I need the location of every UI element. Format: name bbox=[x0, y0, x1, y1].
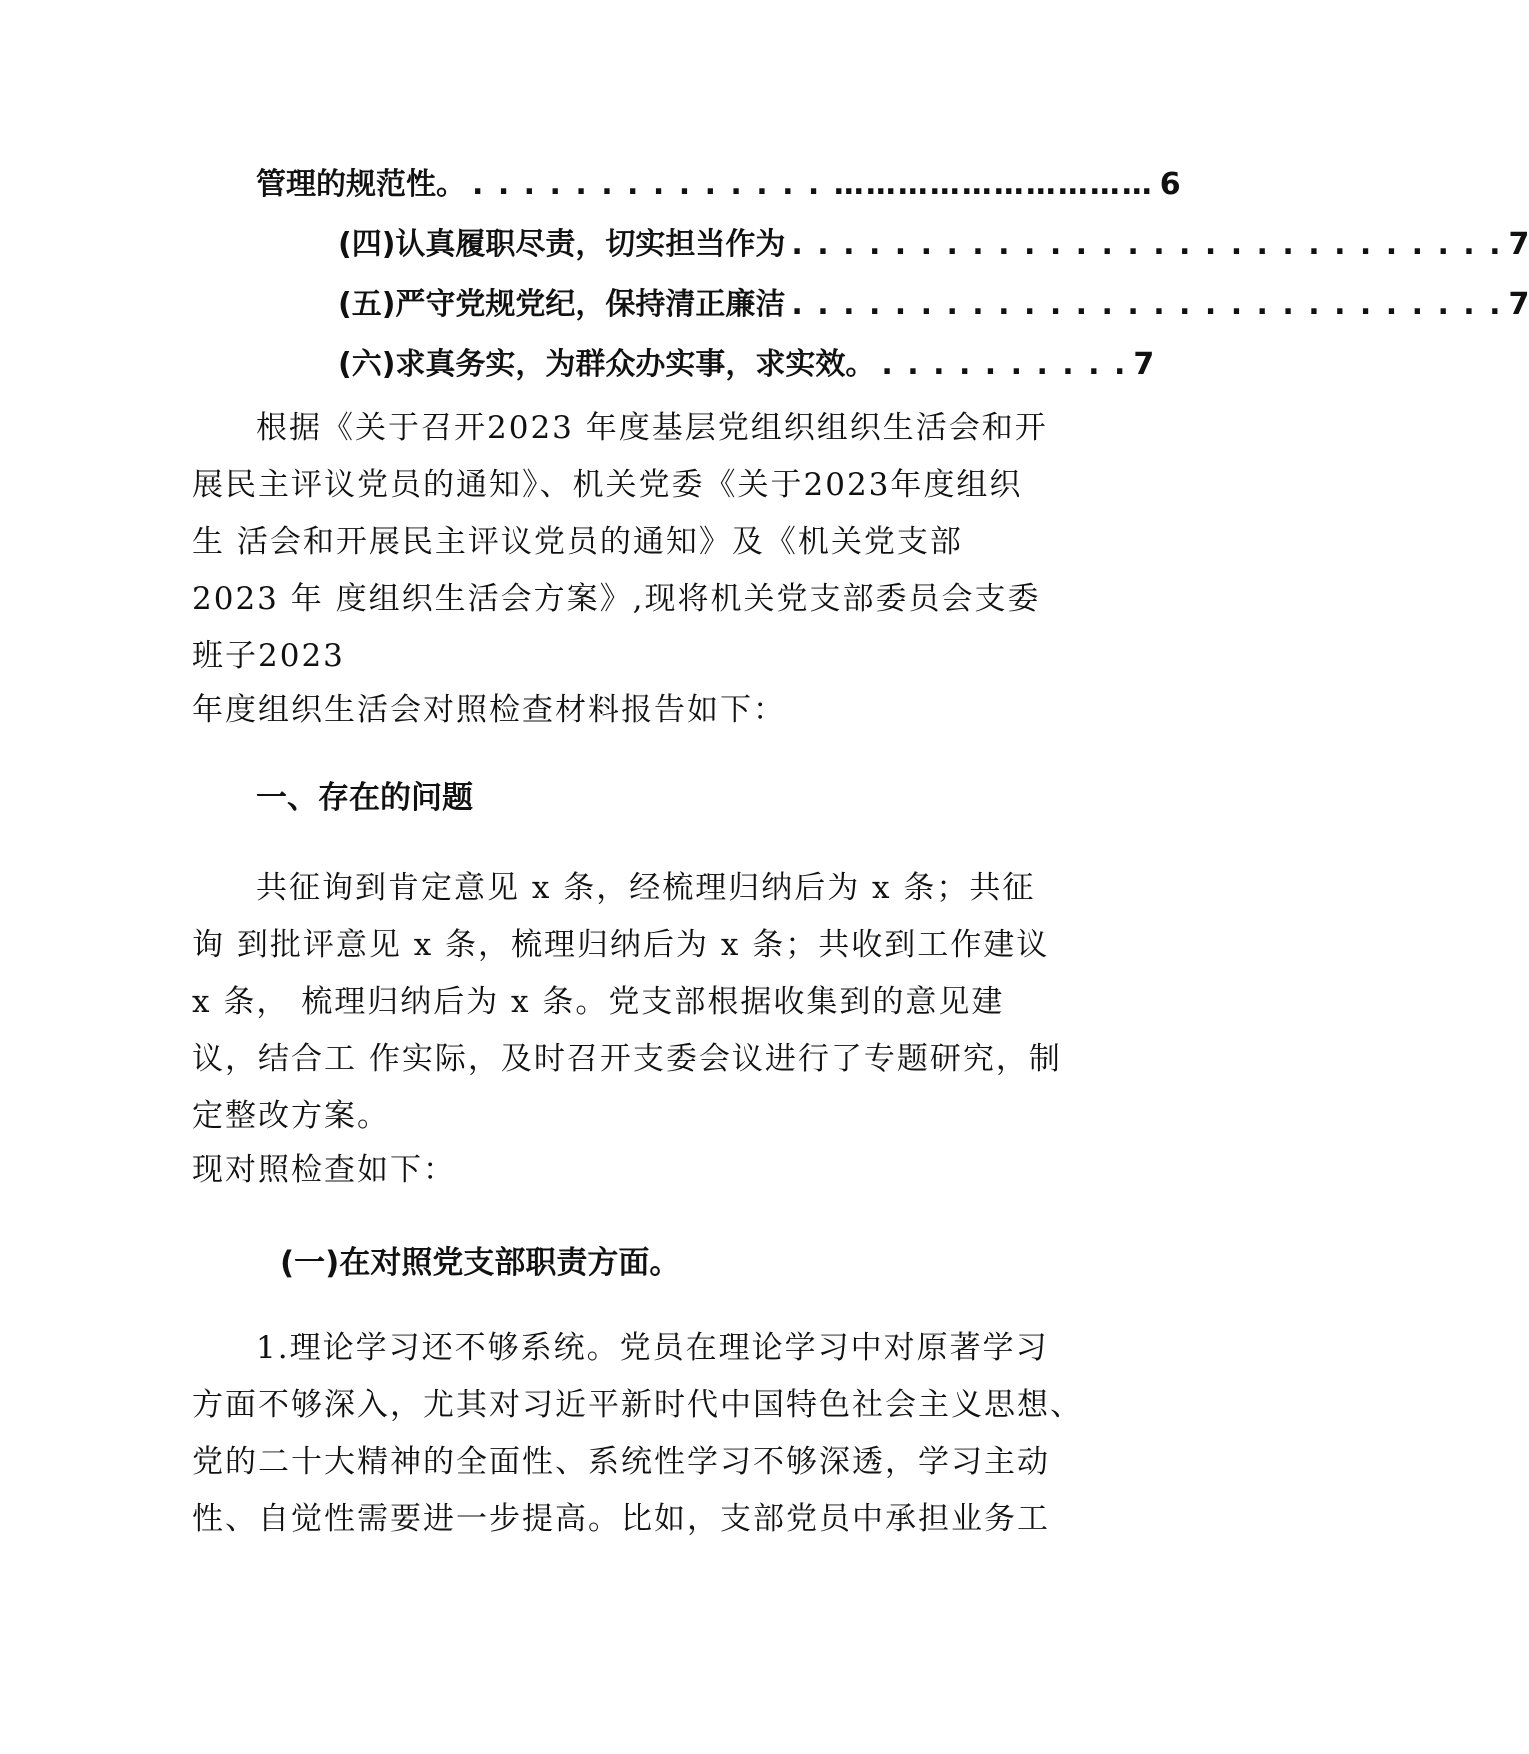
toc-item bbox=[338, 285, 1529, 325]
toc-item-text: (五)严守党规党纪，保持清正廉洁 bbox=[338, 287, 786, 322]
toc-leader: . . . . . . . . . . . . . . . . . . . . . . . . . . . . bbox=[791, 227, 1503, 262]
section-heading: 一、存在的问题 bbox=[256, 780, 473, 816]
paragraph-line: 共征询到肯定意见 x 条，经梳理归纳后为 x 条；共征 bbox=[256, 870, 1036, 906]
toc-item bbox=[338, 345, 1155, 385]
toc-item bbox=[256, 165, 1181, 205]
paragraph-line: 展民主评议党员的通知》、机关党委《关于2023年度组织 bbox=[192, 467, 1023, 503]
paragraph-line: 党的二十大精神的全面性、系统性学习不够深透，学习主动 bbox=[192, 1444, 1050, 1480]
toc-page-number: 6 bbox=[1159, 167, 1181, 202]
theory-paragraph bbox=[192, 1320, 1092, 1548]
toc-item bbox=[338, 225, 1529, 265]
toc-leader: . . . . . . . . . . . . . . . . . . . . . . . . . . . . bbox=[791, 287, 1503, 322]
toc-page-number: 7 bbox=[1508, 227, 1529, 262]
opinions-paragraph bbox=[192, 860, 1072, 1195]
intro-paragraph bbox=[192, 400, 1072, 735]
toc-leader: . . . . . . . . . . . . . . ………………………… bbox=[472, 167, 1154, 202]
paragraph-line: 定整改方案。 bbox=[192, 1098, 390, 1134]
toc-item-text: (四)认真履职尽责，切实担当作为 bbox=[338, 227, 786, 262]
paragraph-line: 现对照检查如下： bbox=[192, 1152, 456, 1188]
toc-item-text: 管理的规范性。 bbox=[256, 167, 466, 202]
paragraph-line: 询 到批评意见 x 条，梳理归纳后为 x 条；共收到工作建议 bbox=[192, 927, 1050, 963]
paragraph-line: 2023 年 度组织生活会方案》,现将机关党支部委员会支委 bbox=[192, 581, 1041, 617]
paragraph-line: x 条， 梳理归纳后为 x 条。党支部根据收集到的意见建 bbox=[192, 984, 1005, 1020]
paragraph-line: 根据《关于召开2023 年度基层党组织组织生活会和开 bbox=[256, 410, 1048, 446]
paragraph-line: 年度组织生活会对照检查材料报告如下： bbox=[192, 692, 786, 728]
paragraph-line: 议，结合工 作实际，及时召开支委会议进行了专题研究，制 bbox=[192, 1041, 1062, 1077]
subsection-heading: (一)在对照党支部职责方面。 bbox=[280, 1245, 681, 1281]
toc-leader: . . . . . . . . . . bbox=[881, 347, 1128, 382]
paragraph-line: 方面不够深入，尤其对习近平新时代中国特色社会主义思想、 bbox=[192, 1387, 1083, 1423]
paragraph-line: 1.理论学习还不够系统。党员在理论学习中对原著学习 bbox=[256, 1330, 1049, 1366]
paragraph-line: 性、自觉性需要进一步提高。比如，支部党员中承担业务工 bbox=[192, 1501, 1050, 1537]
toc-page-number: 7 bbox=[1508, 287, 1529, 322]
toc-item-text: (六)求真务实，为群众办实事，求实效。 bbox=[338, 347, 876, 382]
toc-page-number: 7 bbox=[1133, 347, 1155, 382]
paragraph-line: 班子2023 bbox=[192, 638, 345, 674]
paragraph-line: 生 活会和开展民主评议党员的通知》及《机关党支部 bbox=[192, 524, 963, 560]
